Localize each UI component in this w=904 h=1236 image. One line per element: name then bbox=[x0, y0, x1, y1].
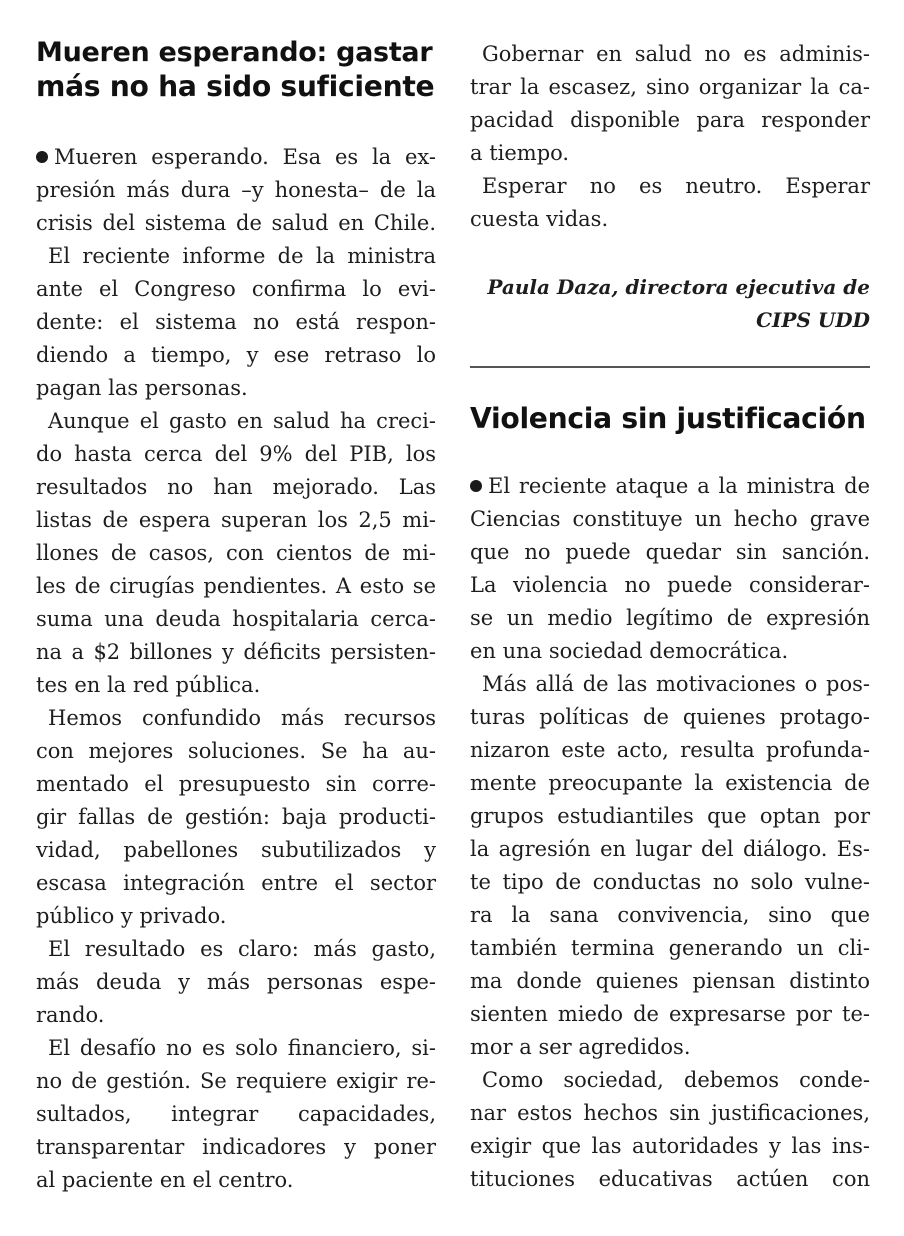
text-line: ante el Congreso confirma lo evi- bbox=[36, 277, 436, 301]
text-line: con mejores soluciones. Se ha au- bbox=[36, 739, 436, 763]
text-line: no de gestión. Se requiere exigir re- bbox=[36, 1069, 436, 1093]
text-line: se un medio legítimo de expresión bbox=[470, 606, 870, 630]
text-line: na a $2 billones y déficits persisten- bbox=[36, 640, 436, 664]
text-line: sienten miedo de expresarse por te- bbox=[470, 1002, 870, 1026]
text-line: a tiempo. bbox=[470, 141, 570, 165]
text-line: mor a ser agredidos. bbox=[470, 1035, 691, 1059]
text-line: público y privado. bbox=[36, 904, 227, 928]
text-line: do hasta cerca del 9% del PIB, los bbox=[36, 442, 436, 466]
text-line: diendo a tiempo, y ese retraso lo bbox=[36, 343, 436, 367]
headline-line-1: Mueren esperando: gastar bbox=[36, 37, 433, 68]
text-line: La violencia no puede considerar- bbox=[470, 573, 870, 597]
text-line: Más allá de las motivaciones o pos- bbox=[482, 672, 870, 696]
text-line: al paciente en el centro. bbox=[36, 1168, 294, 1192]
text-line: pagan las personas. bbox=[36, 376, 248, 400]
text-line: listas de espera superan los 2,5 mi- bbox=[36, 508, 436, 532]
text-line: les de cirugías pendientes. A esto se bbox=[36, 574, 436, 598]
text-line: exigir que las autoridades y las ins- bbox=[470, 1134, 870, 1158]
text-line: Mueren esperando. Esa es la ex- bbox=[36, 143, 436, 171]
text-line: grupos estudiantiles que optan por bbox=[470, 804, 870, 828]
text-line: nar estos hechos sin justificaciones, bbox=[470, 1101, 870, 1125]
text-line: El reciente informe de la ministra bbox=[48, 244, 436, 268]
text-line: El resultado es claro: más gasto, bbox=[48, 937, 436, 961]
text-line: mente preocupante la existencia de bbox=[470, 771, 870, 795]
text-line: dente: el sistema no está respon- bbox=[36, 310, 436, 334]
text-line: rando. bbox=[36, 1003, 105, 1027]
text-line: también termina generando un cli- bbox=[470, 936, 870, 960]
headline-line-2: más no ha sido suficiente bbox=[36, 70, 435, 103]
text-line: Gobernar en salud no es adminis- bbox=[482, 42, 870, 66]
text-line: mentado el presupuesto sin corre- bbox=[36, 772, 436, 796]
text-line: pacidad disponible para responder bbox=[470, 108, 870, 132]
text-line: la agresión en lugar del diálogo. Es- bbox=[470, 837, 870, 861]
text-line: llones de casos, con cientos de mi- bbox=[36, 541, 436, 565]
text-line: ma donde quienes piensan distinto bbox=[470, 969, 870, 993]
text-line: escasa integración entre el sector bbox=[36, 871, 436, 895]
text-line: tituciones educativas actúen con bbox=[470, 1167, 870, 1191]
text-line: gir fallas de gestión: baja producti- bbox=[36, 805, 436, 829]
text-line: resultados no han mejorado. Las bbox=[36, 475, 436, 499]
section-divider bbox=[470, 366, 870, 368]
bullet-icon bbox=[470, 480, 482, 492]
text-line: sultados, integrar capacidades, bbox=[36, 1102, 436, 1126]
text-line: que no puede quedar sin sanción. bbox=[470, 540, 870, 564]
text-line: en una sociedad democrática. bbox=[470, 639, 789, 663]
text-line: te tipo de conductas no solo vulne- bbox=[470, 870, 870, 894]
author-signature-line-2: CIPS UDD bbox=[756, 308, 870, 332]
text-line: crisis del sistema de salud en Chile. bbox=[36, 211, 436, 235]
text-line: más deuda y más personas espe- bbox=[36, 970, 436, 994]
text-line: Como sociedad, debemos conde- bbox=[482, 1068, 870, 1092]
text-line: suma una deuda hospitalaria cerca- bbox=[36, 607, 436, 631]
text-line: turas políticas de quienes protago- bbox=[470, 705, 870, 729]
text-line: tes en la red pública. bbox=[36, 673, 261, 697]
author-signature-line-1: Paula Daza, directora ejecutiva de bbox=[487, 275, 870, 299]
text-line: Ciencias constituye un hecho grave bbox=[470, 507, 870, 531]
text-line: presión más dura –y honesta– de la bbox=[36, 178, 436, 202]
text-line: El desafío no es solo financiero, si- bbox=[48, 1036, 436, 1060]
text-line: transparentar indicadores y poner bbox=[36, 1135, 436, 1159]
headline-violencia: Violencia sin justificación bbox=[470, 402, 866, 435]
text-line: vidad, pabellones subutilizados y bbox=[36, 838, 436, 862]
text-line: ra la sana convivencia, sino que bbox=[470, 903, 870, 927]
text-line: El reciente ataque a la ministra de bbox=[470, 472, 870, 500]
text-line: cuesta vidas. bbox=[470, 207, 609, 231]
text-line: Hemos confundido más recursos bbox=[48, 706, 436, 730]
text-line: trar la escasez, sino organizar la ca- bbox=[470, 75, 870, 99]
text-line: nizaron este acto, resulta profunda- bbox=[470, 738, 870, 762]
text-line: Aunque el gasto en salud ha creci- bbox=[48, 409, 436, 433]
bullet-icon bbox=[36, 151, 48, 163]
text-line: Esperar no es neutro. Esperar bbox=[482, 174, 870, 198]
